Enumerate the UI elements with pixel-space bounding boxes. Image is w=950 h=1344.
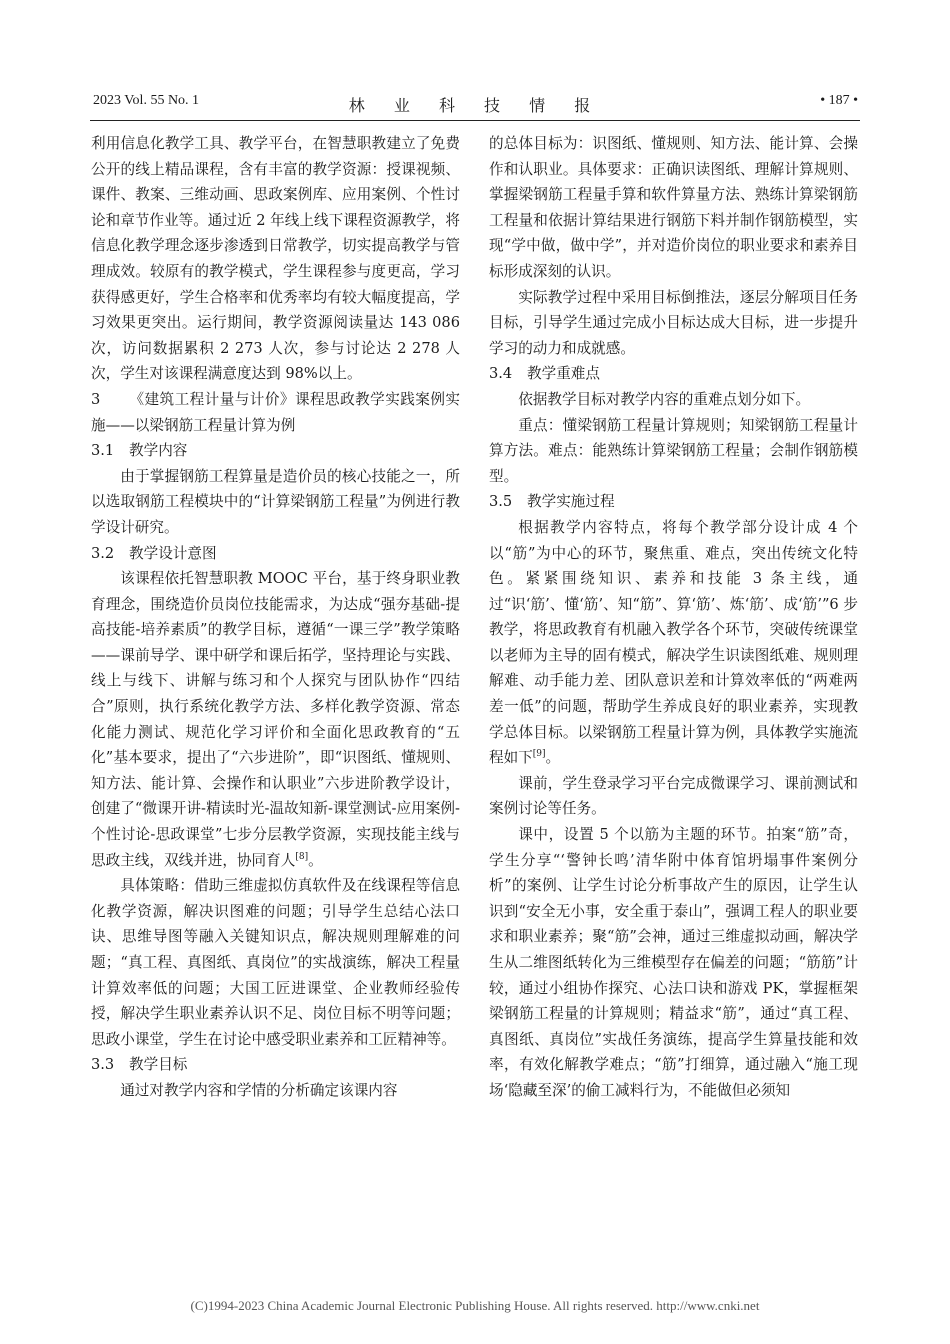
section-heading-3-1: 3.1 教学内容	[91, 442, 188, 460]
paragraph-continued: 利用信息化教学工具、教学平台，在智慧职教建立了免费公开的线上精品课程，含有丰富的教学资源：授课视频、课件、教案、三维动画、思政案例库、应用案例、个性讨论和章节作业等。通过近 2 年线上线下课程资源教学，将信息化教学理念逐步渗透到日常教学，切实提高教学与管理成效。较原有的教学模式，学生课程参与度更高，学习获得感更好，学生合格率和优秀率均有较大幅度提高，学习效果更突出。运行期间，教学资源阅读量达 143 086 次，访问数据累积 2 273 人次，参与讨论达 2 278 人次，学生对该课程满意度达到 98%以上。	[91, 135, 460, 383]
citation-8[interactable]: [8]	[295, 851, 309, 862]
paragraph-teaching-goals: 通过对教学内容和学情的分析确定该课内容	[120, 1081, 398, 1099]
paragraph-design-intent: 该课程依托智慧职教 MOOC 平台，基于终身职业教育理念，围绕造价员岗位技能需求，为达成“强夯基础-提高技能-培养素质”的教学目标，遵循“一课三学”教学策略——课前导学、课中研学和课后拓学，坚持理论与实践、线上与线下、讲解与练习和个人探究与团队协作“四结合”原则，执行系统化教学方法、多样化教学资源、常态化能力测试、规范化学习评价和全面化思政教育的“五化”基本要求，提出了“六步进阶”，即“识图纸、懂规则、知方法、能计算、会操作和认职业”六步进阶教学设计，创建了“微课开讲-精读时光-温故知新-课堂测试-应用案例-个性讨论-思政课堂”七步分层教学资源，实现技能主线与思政主线，双线并进，协同育人[8]。	[91, 570, 460, 869]
running-header	[93, 93, 858, 117]
paragraph-goals-continued: 的总体目标为：识图纸、懂规则、知方法、能计算、会操作和认职业。具体要求：正确识读图纸、理解计算规则、掌握梁钢筋工程量手算和软件算量方法、熟练计算梁钢筋工程量和依据计算结果进行钢筋下料并制作钢筋模型，实现“学中做，做中学”，并对造价岗位的职业要求和素养目标形成深刻的认识。	[489, 135, 858, 280]
right-column	[489, 131, 858, 1104]
section-heading-3-5: 3.5 教学实施过程	[489, 493, 615, 511]
section-heading-3-2: 3.2 教学设计意图	[91, 544, 217, 562]
header-rule	[90, 120, 860, 121]
paragraph-strategy: 具体策略：借助三维虚拟仿真软件及在线课程等信息化教学资源，解决识图难的问题；引导学生总结心法口诀、思维导图等融入关键知识点，解决规则理解难的问题；“真工程、真图纸、真岗位”的实战演练，解决工程量计算效率低的问题；大国工匠进课堂、企业教师经验传授，解决学生职业素养认识不足、岗位目标不明等问题；思政小课堂，学生在讨论中感受职业素养和工匠精神等。	[91, 877, 460, 1048]
paragraph-pre-class: 课前，学生登录学习平台完成微课学习、课前测试和案例讨论等任务。	[489, 774, 858, 818]
paragraph-implementation: 根据教学内容特点，将每个教学部分设计成 4 个以“筋”为中心的环节，聚焦重、难点，突出传统文化特色。紧紧围绕知识、素养和技能 3 条主线，通过“识‘筋’、懂‘筋’、知“筋”、算‘筋’、炼‘筋’、成‘筋’”6 步教学，将思政教育有机融入教学各个环节，突破传统课堂以老师为主导的固有模式，解决学生识读图纸难、规则理解难、动手能力差、团队意识差和计算效率低的“两难两差一低”的问题，帮助学生养成良好的职业素养，实现教学总体目标。以梁钢筋工程量计算为例，具体教学实施流程如下[9]。	[489, 518, 858, 767]
journal-volume-issue: 2023 Vol. 55 No. 1	[93, 93, 200, 108]
section-heading-3-4: 3.4 教学重难点	[489, 365, 600, 383]
copyright-footer: (C)1994-2023 China Academic Journal Electronic Publishing House. All rights reserved. http://www.cnki.net	[190, 1298, 760, 1313]
page-number: • 187 •	[820, 93, 858, 108]
section-heading-3: 3 《建筑工程计量与计价》课程思政教学实践案例实施——以梁钢筋工程量计算为例	[91, 390, 460, 434]
citation-9[interactable]: [9]	[532, 749, 546, 760]
paragraph-key-points: 重点：懂梁钢筋工程量计算规则；知梁钢筋工程量计算方法。难点：能熟练计算梁钢筋工程量；会制作钢筋模型。	[489, 416, 858, 485]
paragraph-key-points-intro: 依据教学目标对教学内容的重难点划分如下。	[518, 390, 811, 408]
journal-title: 林 业 科 技 情 报	[348, 96, 603, 115]
paragraph-teaching-content: 由于掌握钢筋工程算量是造价员的核心技能之一，所以选取钢筋工程模块中的“计算梁钢筋工程量”为例进行教学设计研究。	[91, 467, 460, 536]
paragraph-goal-method: 实际教学过程中采用目标倒推法，逐层分解项目任务目标，引导学生通过完成小目标达成大目标，进一步提升学习的动力和成就感。	[489, 288, 858, 357]
section-heading-3-3: 3.3 教学目标	[91, 1056, 188, 1074]
paragraph-in-class: 课中，设置 5 个以筋为主题的环节。拍案“筋”奇，学生分享“‘警钟长鸣’清华附中体育馆坍塌事件案例分析”的案例、让学生讨论分析事故产生的原因，让学生认识到“安全无小事，安全重于泰山”，强调工程人的职业要求和职业素养；聚“筋”会神，通过三维虚拟动画，解决学生从二维图纸转化为三维模型存在偏差的问题；“筋筋”计较，通过小组协作探究、心法口诀和游戏 PK，掌握框架梁钢筋工程量的计算规则；精益求“筋”，通过“真工程、真图纸、真岗位”实战任务演练，提高学生算量技能和效率，有效化解教学难点；“筋”打细算，通过融入“施工现场‘隐藏至深’的偷工减料行为，不能做但必须知	[489, 826, 858, 1099]
left-column	[91, 131, 460, 1104]
